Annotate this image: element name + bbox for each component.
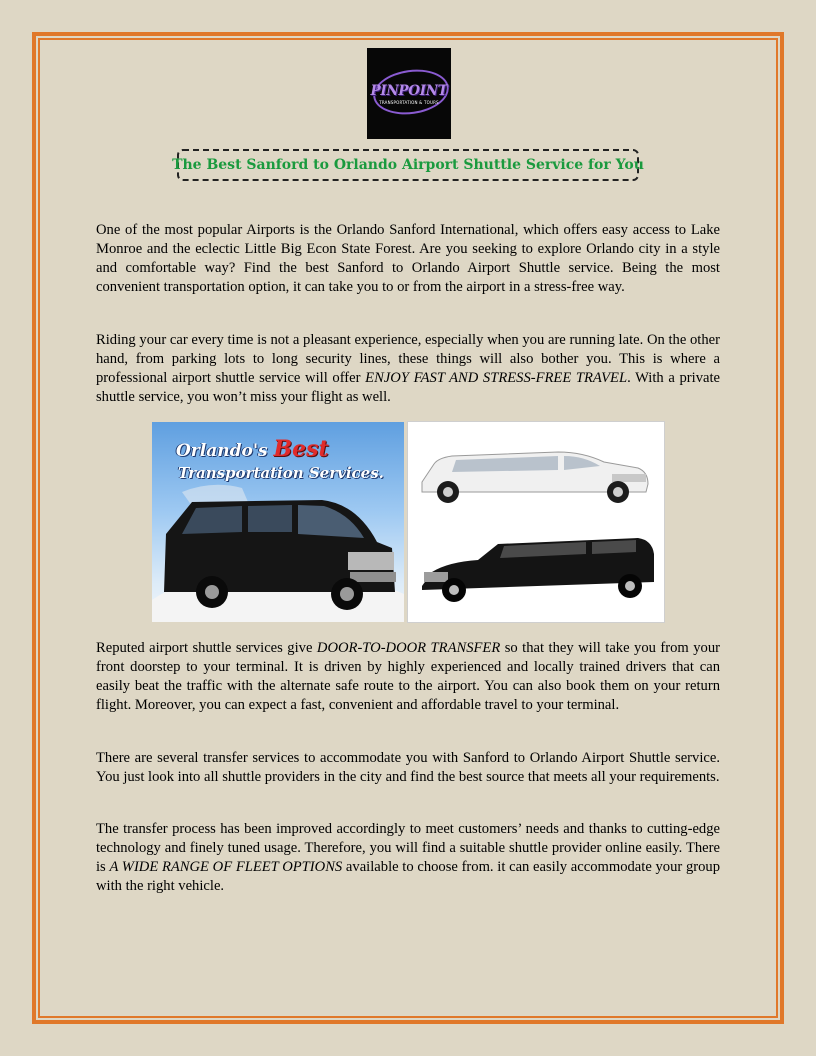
- promo-subheading: Transportation Services.: [178, 464, 384, 482]
- paragraph-2-text-a: Riding your car every time is not a pleasant experience, especially when you are running late. On the other hand, from parking lots to long security lines, these things will also bother you. This is where a professional airport shuttle service will offer: [96, 332, 720, 386]
- pinpoint-logo: [367, 48, 451, 139]
- promo-best: Best: [273, 436, 329, 462]
- orlando-transportation-van-image: [152, 422, 404, 622]
- white-limousine: [422, 452, 648, 503]
- paragraph-5-text-a: The transfer process has been improved accordingly to meet customers’ needs and thanks to cutting-edge technology and finely tuned usage. Therefore, you will find a suitable shuttle provider online easily. There is: [96, 821, 720, 875]
- promo-prefix: Orlando's: [176, 441, 274, 461]
- limousines-image: [408, 422, 664, 622]
- page-title: The Best Sanford to Orlando Airport Shuttle Service for You: [172, 157, 644, 173]
- paragraph-3-text-b: so that they will take you from your front doorstep to your terminal. It is driven by highly experienced and locally trained drivers that can easily beat the traffic with the alternate safe route to the airport. You can also book them on your return flight. Moreover, you can expect a fast, convenient and affordable travel to your terminal.: [96, 640, 720, 713]
- limousines-illustration: [408, 422, 664, 622]
- logo-name: PINPOINT: [370, 82, 448, 99]
- paragraph-5-emphasis: A WIDE RANGE OF FLEET OPTIONS: [109, 859, 343, 875]
- paragraph-5: [96, 820, 720, 896]
- paragraph-5-text-b: available to choose from. it can easily accommodate your group with the right vehicle.: [96, 859, 721, 894]
- paragraph-3: [96, 639, 720, 715]
- logo-tagline: TRANSPORTATION & TOURS: [379, 99, 439, 105]
- paragraph-3-emphasis: DOOR-TO-DOOR TRANSFER: [316, 640, 501, 656]
- paragraph-1: One of the most popular Airports is the Orlando Sanford International, which offers easy access to Lake Monroe and the eclectic Little Big Econ State Forest. Are you seeking to explore Orlando city in a style and comfortable way? Find the best Sanford to Orlando Airport Shuttle service. Being the most convenient transportation option, it can take you to or from the airport in a stress-free way.: [96, 222, 720, 295]
- paragraph-2-emphasis: ENJOY FAST AND STRESS-FREE TRAVEL: [365, 370, 628, 386]
- promo-heading: [176, 436, 329, 462]
- paragraph-2-text-b: . With a private shuttle service, you won’t miss your flight as well.: [96, 370, 720, 405]
- title-box: [172, 149, 644, 181]
- paragraph-3-text-a: Reputed airport shuttle services give: [96, 640, 317, 656]
- black-limousine: [422, 538, 654, 602]
- paragraph-2: [96, 331, 720, 407]
- paragraph-4: There are several transfer services to accommodate you with Sanford to Orlando Airport Shuttle service. You just look into all shuttle providers in the city and find the best source that meets all your requirements.: [96, 750, 720, 785]
